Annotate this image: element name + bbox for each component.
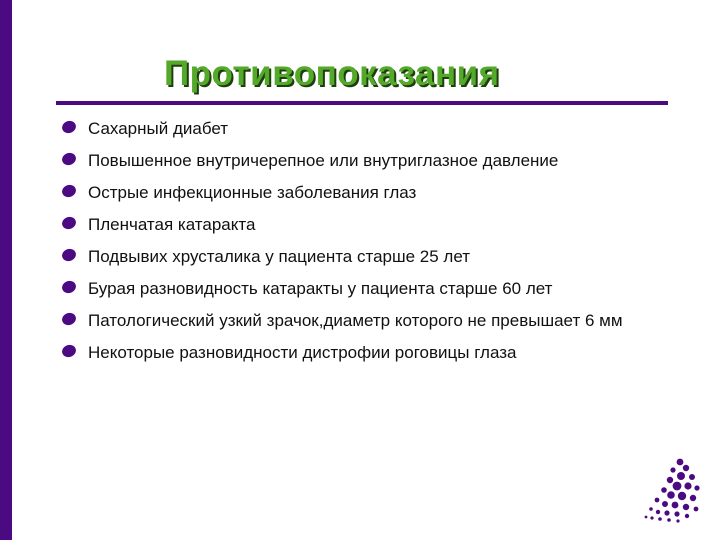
bullet-icon	[60, 311, 77, 327]
bullet-icon	[60, 215, 77, 231]
bullet-text: Бурая разновидность катаракты у пациента старше 60 лет	[88, 279, 553, 298]
bullet-icon	[60, 183, 77, 199]
left-accent-bar	[0, 0, 12, 540]
bullet-text: Некоторые разновидности дистрофии роговицы глаза	[88, 343, 517, 362]
bullet-item	[62, 246, 682, 267]
bullet-item	[62, 150, 682, 171]
bullet-text: Подвывих хрусталика у пациента старше 25 лет	[88, 247, 471, 266]
bullet-item	[62, 310, 682, 331]
bullet-item	[62, 182, 682, 203]
bullet-list	[62, 118, 682, 374]
bullet-item	[62, 118, 682, 139]
bullet-text: Острые инфекционные заболевания глаз	[88, 183, 417, 202]
slide-title: Противопоказания	[164, 54, 500, 93]
bullet-icon	[60, 119, 77, 135]
bullet-item	[62, 214, 682, 235]
bullet-text: Патологический узкий зрачок,диаметр которого не превышает 6 мм	[88, 311, 623, 330]
bullet-icon	[60, 247, 77, 263]
bullet-item	[62, 278, 682, 299]
bullet-text: Сахарный диабет	[88, 119, 229, 138]
bullet-icon	[60, 279, 77, 295]
title-divider	[56, 101, 668, 105]
bullet-item	[62, 342, 682, 363]
bullet-text: Повышенное внутричерепное или внутриглазное давление	[88, 151, 559, 170]
dot-spiral-logo-icon	[640, 455, 702, 523]
bullet-text: Пленчатая катаракта	[88, 215, 256, 234]
bullet-icon	[60, 151, 77, 167]
bullet-icon	[60, 343, 77, 359]
